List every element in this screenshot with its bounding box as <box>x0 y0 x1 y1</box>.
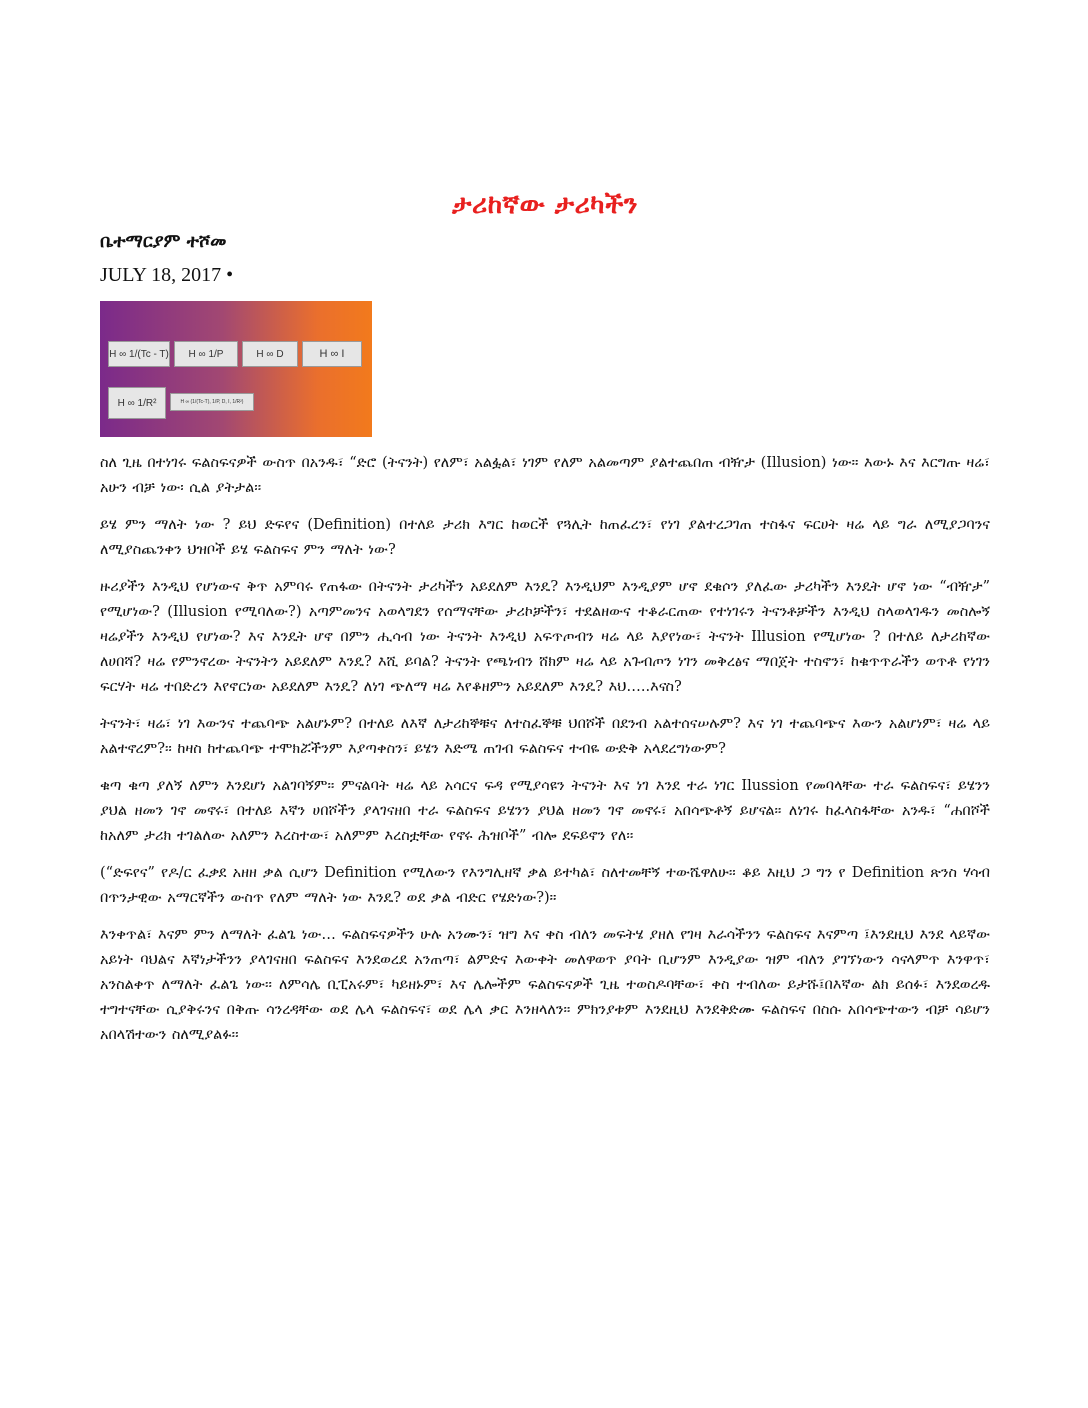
article-title: ታሪከኛው ታሪካችን <box>452 190 638 220</box>
formula-card: H ∞ 1/P <box>174 341 238 367</box>
article-paragraph: ዙሪያችን እንዲህ የሆነውና ቅጥ አምባሩ የጠፋው በትናንት ታሪካችን አይደለም እንዴ? እንዲህም እንዲያም ሆኖ ደቁሶን ያለፈው ታሪካችን እንዴት ሆኖ ነው “ብዥታ” የሚሆነው? (Illusion የሚባለው?) አጣምመንና አወላግደን የሰማናቸው ታሪኮቻችን፣ ተደልዘውና ተቆራርጠው የተነገሩን ትናንቶቻችን እንዲህ ስላወላገዱን መስሎኝ ዛሬያችን እንዲህ የሆነው? እና እንዴት ሆኖ በምን ሒሳብ ነው ትናንት እንዲህ አፍጥጦብን ዛሬ ላይ እያየነው፣ ትናንት Illusion የሚሆነው ? በተለይ ለታሪከኛው ለሀበሻ? ዛሬ የምንኖረው ትናንትን አይደለም እንዴ? እሺ ይባል? ትናንት የጫነብን ሸክም ዛሬ ላይ አጉብጦን ነገን መቅረፅና ማበጀት ተስኖን፣ ከቁጥጥራችን ወጥቶ የነገን ፍርሃት ዛሬ ተበድረን እየኖርነው አይደለም እንዴ? ለነገ ጭለማ ዛሬ እየቆዘምን አይደለም እንዴ? እህ…..እናስ? <box>100 579 990 695</box>
formula-card: H ∞ I <box>302 341 362 367</box>
article-paragraph: (“ድፍየና” የዶ/ር ፈቃደ አዘዘ ቃል ሲሆን Definition የሚለውን የእንግሊዘኛ ቃል ይተካል፣ ስለተመቸኝ ተውሼዋለሁ፡፡ ቆይ እዚህ ጋ ግን የ Definition ጽንስ ሃሳብ በጥንታዊው አማርኛችን ውስጥ የለም ማለት ነው እንዴ? ወደ ቃል ብድር የሄድነው?)። <box>100 865 990 906</box>
article-paragraph: ስለ ጊዜ በተነገሩ ፍልስፍናዎች ውስጥ በአንዱ፣ “ድሮ (ትናንት) የለም፣ አልፏል፣ ነገም የለም አልመጣም ያልተጨበጠ ብዥታ (Illusion) ነው። እውኑ እና እርግጡ ዛሬ፣ አሁን ብቻ ነው፡ ሲል ያትታል፡፡ <box>100 455 990 496</box>
formula-card: H ∞ 1/R² <box>108 387 166 419</box>
article-paragraph: እንቀጥል፣ እናም ምን ለማለት ፈልጌ ነው… ፍልስፍናዎችን ሁሉ አንሙን፣ ዝግ እና ቀስ ብለን መፍትሄ ያዘለ የገዛ እራሳችንን ፍልስፍና እናምጣ ፤እንደዚህ እንደ ላይኛው አይነት ባህልና እኛነታችንን ያላገናዘበ ፍልስፍና እንደወረደ አንጠጣ፣ ልምድና እውቀት መለዋወጥ ያባት ቢሆንም እንዲያው ዝም ብለን ያገኘነውን ሳናላምጥ እንዋጥ፣ አንስልቀጥ ለማለት ፈልጌ ነው፡፡ ለምሳሌ ቢፒአሩም፣ ካይዘኑም፣ እና ሌሎችም ፍልስፍናዎች ጊዜ ተወስዶባቸው፣ ቀስ ተብለው ይታሹ፤በእኛው ልክ ይሰፉ፣ እንደወረዱ ተግተናቸው ሲያቅሩንና በቅጡ ሳንረዳቸው ወደ ሌላ ፍልስፍና፣ ወደ ሌላ ቃር እንዘላለን፡፡ ምክንያቱም እንደዚህ እንደቅድሙ ፍልስፍና በስሱ አበሳጭተውን ብቻ ሳይሆን አበላሽተውን ስለሚያልፉ፡፡ <box>100 927 990 1043</box>
formula-card: H ∞ D <box>242 341 298 367</box>
article-paragraph: ቁጣ ቁጣ ያለኝ ለምን እንደሆነ አልገባኝም፡፡ ምናልባት ዛሬ ላይ አሳርና ፍዳ የሚያሳዩን ትናንት እና ነገ እንደ ተራ ነገር Ilussion የመባላቸው ተራ ፍልስፍና፣ ይሄንን ያህል ዘመን ገኖ መኖሩ፣ በተለይ እኛን ሀበሾችን ያላገናዘበ ተራ ፍልስፍና ይሄንን ያህል ዘመን ገኖ መኖሩ፣ አበሳጭቶኝ ይሆናል፡፡ ለነገሩ ከፈላስፋቸው አንዱ፣ “ሐበሾች ከአለም ታሪክ ተገልለው አለምን እረስተው፣ አለምም እረስቷቸው የኖሩ ሕዝቦች” ብሎ ደፍይኖን የለ፡፡ <box>100 778 990 844</box>
article-author: ቤተማርያም ተሾመ <box>100 231 227 252</box>
article-date: JULY 18, 2017 • <box>100 264 234 286</box>
formula-card: H ∞ 1/(Tc - T) <box>108 341 170 367</box>
article-hero-image <box>100 301 372 437</box>
article-paragraph: ትናንት፣ ዛሬ፣ ነገ እውንና ተጨባጭ አልሆኑም? በተለይ ለእኛ ለታሪከኞቹና ለተስፈኞቹ ህበሾች በደንብ አልተሰናሠሉም? እና ነገ ተጨባጭና እውን አልሆነም፣ ዛሬ ላይ አልተኖረም?፡፡ ከዛስ ከተጨባጭ ተሞክሯችንም እያጣቀስን፣ ይሄን እድሜ ጠገብ ፍልስፍና ተብዬ ውድቅ አላደረግነውም? <box>100 716 990 757</box>
formula-card: H ∞ (1/(Tc-T), 1/P, D, I, 1/R²) <box>170 393 254 411</box>
article-paragraph: ይሄ ምን ማለት ነው ? ይህ ድፍየና (Definition) በተለይ ታሪክ እግር ከወርች የጓሊት ከጠፈረን፣ የነገ ያልተረጋገጠ ተስፋና ፍርሀት ዛሬ ላይ ግራ ለሚያጋባንና ለሚያስጨንቀን ህዝቦች ይሄ ፍልስፍና ምን ማለት ነው? <box>100 517 990 558</box>
article <box>100 190 990 1060</box>
